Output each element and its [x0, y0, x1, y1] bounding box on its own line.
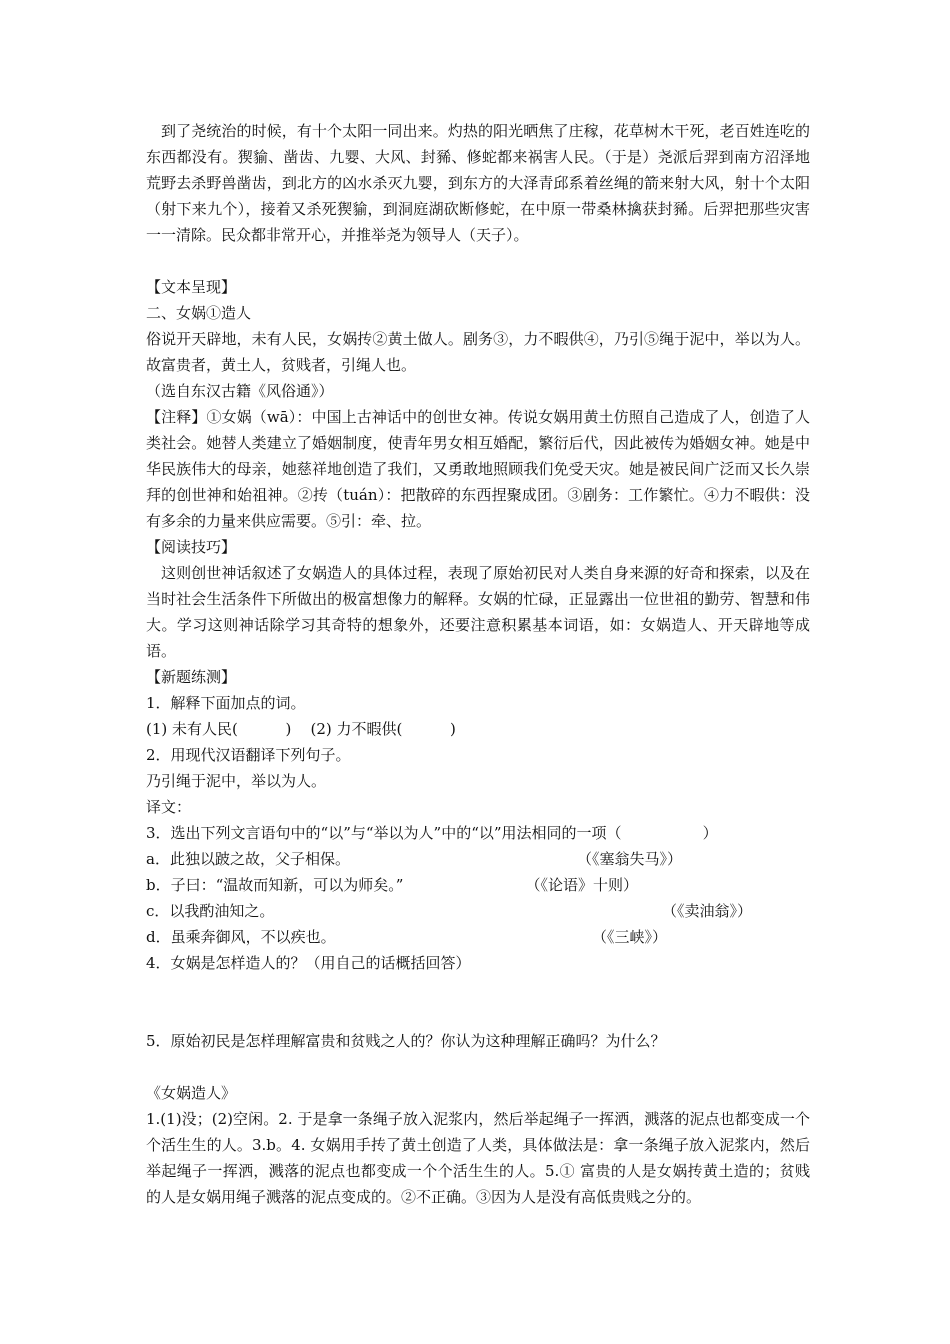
option-source: （《卖油翁》）: [661, 902, 752, 920]
option-row: [146, 898, 810, 924]
spacer: [146, 248, 810, 274]
story-translation: 到了尧统治的时候，有十个太阳一同出来。灼热的阳光晒焦了庄稼，花草树木干死，老百姓连吃的东西都没有。猰貐、凿齿、九婴、大风、封豨、修蛇都来祸害人民。（于是）尧派后羿到南方沼泽地荒野去杀野兽凿齿，到北方的凶水杀灭九婴，到东方的大泽青邱系着丝绳的箭来射大风，射十个太阳（射下来九个），接着又杀死猰貐，到洞庭湖砍断修蛇，在中原一带桑林擒获封豨。后羿把那些灾害一一清除。民众都非常开心，并推举尧为领导人（天子）。: [146, 122, 810, 244]
question-2-sentence: 乃引绳于泥中，举以为人。: [146, 772, 327, 790]
question-4: 4．女娲是怎样造人的？（用自己的话概括回答）: [146, 954, 471, 972]
option-text: b．子曰：“温故而知新，可以为师矣。”: [146, 876, 404, 894]
section-heading-text: 【文本呈现】: [146, 278, 237, 296]
option-text: c．以我酌油知之。: [146, 902, 275, 920]
section-heading-practice: 【新题练测】: [146, 668, 237, 686]
option-source: （《三峡》）: [591, 928, 667, 946]
question-2-answer-label: 译文：: [146, 798, 192, 816]
source-line: （选自东汉古籍《风俗通》）: [146, 382, 334, 400]
lesson-title: 二、女娲①造人: [146, 304, 252, 322]
answer-title: 《女娲造人》: [146, 1084, 237, 1102]
option-row: [146, 872, 810, 898]
option-row: [146, 846, 810, 872]
spacer: [146, 976, 810, 1028]
question-5: 5．原始初民是怎样理解富贵和贫贱之人的？你认为这种理解正确吗？为什么？: [146, 1032, 666, 1050]
document-page: [146, 118, 810, 1210]
skill-paragraph: 这则创世神话叙述了女娲造人的具体过程，表现了原始初民对人类自身来源的好奇和探索，以及在当时社会生活条件下所做出的极富想像力的解释。女娲的忙碌，正显露出一位世祖的勤劳、智慧和伟大。学习这则神话除学习其奇特的想象外，还要注意积累基本词语，如：女娲造人、开天辟地等成语。: [146, 564, 810, 660]
question-2: 2．用现代汉语翻译下列句子。: [146, 746, 351, 764]
original-text: 俗说开天辟地，未有人民，女娲抟②黄土做人。剧务③，力不暇供④，乃引⑤绳于泥中，举以为人。故富贵者，黄土人，贫贱者，引绳人也。: [146, 330, 810, 374]
spacer: [146, 1054, 810, 1080]
option-text: d．虽乘奔御风，不以疾也。: [146, 928, 336, 946]
section-heading-skill: 【阅读技巧】: [146, 538, 237, 556]
question-1-items: (1) 未有人民( ) (2) 力不暇供( ): [146, 720, 456, 738]
option-source: （《塞翁失马》）: [576, 850, 682, 868]
notes-paragraph: 【注释】①女娲（wā）：中国上古神话中的创世女神。传说女娲用黄土仿照自己造成了人，创造了人类社会。她替人类建立了婚姻制度，使青年男女相互婚配，繁衍后代，因此被传为婚姻女神。她是中华民族伟大的母亲，她慈祥地创造了我们，又勇敢地照顾我们免受天灾。她是被民间广泛而又长久崇拜的创世神和始祖神。②抟（tuán）：把散碎的东西捏聚成团。③剧务：工作繁忙。④力不暇供：没有多余的力量来供应需要。⑤引：牵、拉。: [146, 408, 810, 530]
option-text: a．此独以跛之故，父子相保。: [146, 850, 350, 868]
question-3: 3．选出下列文言语句中的“以”与“举以为人”中的“以”用法相同的一项（ ）: [146, 824, 718, 842]
answer-paragraph: 1.(1)没；(2)空闲。2. 于是拿一条绳子放入泥浆内，然后举起绳子一挥洒，溅落的泥点也都变成一个个活生生的人。3.b。4. 女娲用手抟了黄土创造了人类，具体做法是：拿一条绳子放入泥浆内，然后举起绳子一挥洒，溅落的泥点也都变成一个个活生生的人。5.① 富贵的人是女娲抟黄土造的；贫贱的人是女娲用绳子溅落的泥点变成的。②不正确。③因为人是没有高低贵贱之分的。: [146, 1110, 810, 1206]
option-row: [146, 924, 810, 950]
question-1: 1．解释下面加点的词。: [146, 694, 306, 712]
option-source: （《论语》十则）: [525, 876, 638, 894]
